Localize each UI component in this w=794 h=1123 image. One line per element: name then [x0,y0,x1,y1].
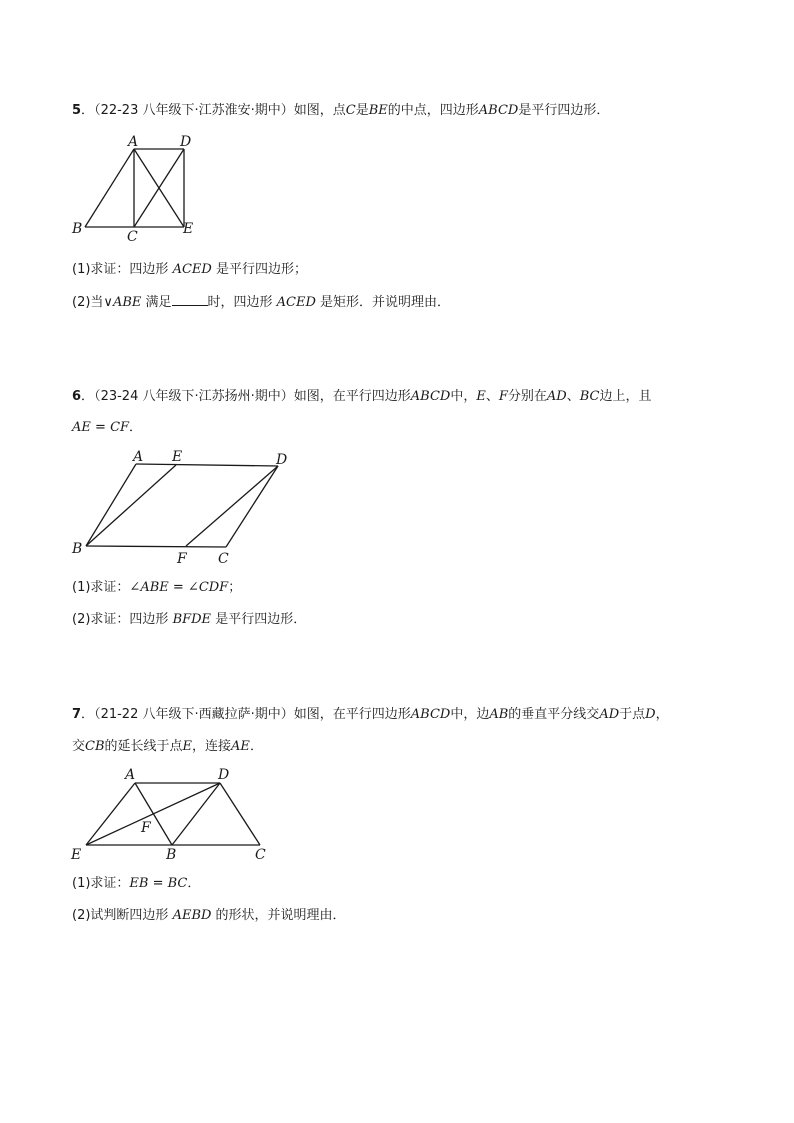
label-C: C [255,847,266,863]
label-C: C [218,551,229,567]
label-D: D [180,134,192,150]
problem-number: 6 [72,389,82,404]
label-F: F [141,820,151,836]
segment-AE [86,783,135,845]
problem-6-stem: 6．（23-24 八年级下·江苏扬州·期中）如图，在平行四边形ABCD中，E、F分别在AD、BC边上，且 [72,389,652,404]
segment-DC [220,783,260,845]
problem-7-question-1: (1)求证：EB = BC． [72,876,201,891]
problem-6-stem-line-2: AE = CF． [72,420,143,435]
label-F: F [177,551,187,567]
label-D: D [218,767,230,783]
label-C: C [127,229,138,245]
label-B: B [72,541,83,557]
label-A: A [125,767,136,783]
label-A: A [128,134,139,150]
label-A: A [133,449,144,465]
label-B: B [166,847,177,863]
label-D: D [276,452,288,468]
label-E: E [183,221,194,237]
problem-6-question-2: (2)求证：四边形 BFDE 是平行四边形． [72,612,307,627]
problem-7-stem-line-2: 交CB的延长线于点E，连接AE． [72,739,263,754]
problem-6-question-1: (1)求证：∠ABE = ∠CDF； [72,580,242,595]
problem-7-stem: 7．（21-22 八年级下·西藏拉萨·期中）如图，在平行四边形ABCD中，边AB的垂直平分线交AD于点D， [72,707,669,722]
problem-5-question-2: (2)当∨ABE 满足 时，四边形 ACED 是矩形．并说明理由． [72,295,451,310]
label-E: E [172,449,183,465]
problem-number: 5 [72,103,82,118]
problem-source: （22-23 八年级下·江苏淮安·期中） [94,103,294,118]
problem-7-question-2: (2)试判断四边形 AEBD 的形状，并说明理由． [72,908,346,923]
problem-number: 7 [72,707,82,722]
label-E: E [71,847,82,863]
segment-ED [86,783,220,845]
label-B: B [72,221,83,237]
problem-5-question-1: (1)求证：四边形 ACED 是平行四边形； [72,262,307,277]
problem-source: （21-22 八年级下·西藏拉萨·期中） [94,707,294,722]
segment-DB [172,783,220,845]
problem-source: （23-24 八年级下·江苏扬州·期中） [94,389,294,404]
problem-5-stem: 5．（22-23 八年级下·江苏淮安·期中）如图，点C是BE的中点，四边形ABCD是平行四边形． [72,103,610,118]
